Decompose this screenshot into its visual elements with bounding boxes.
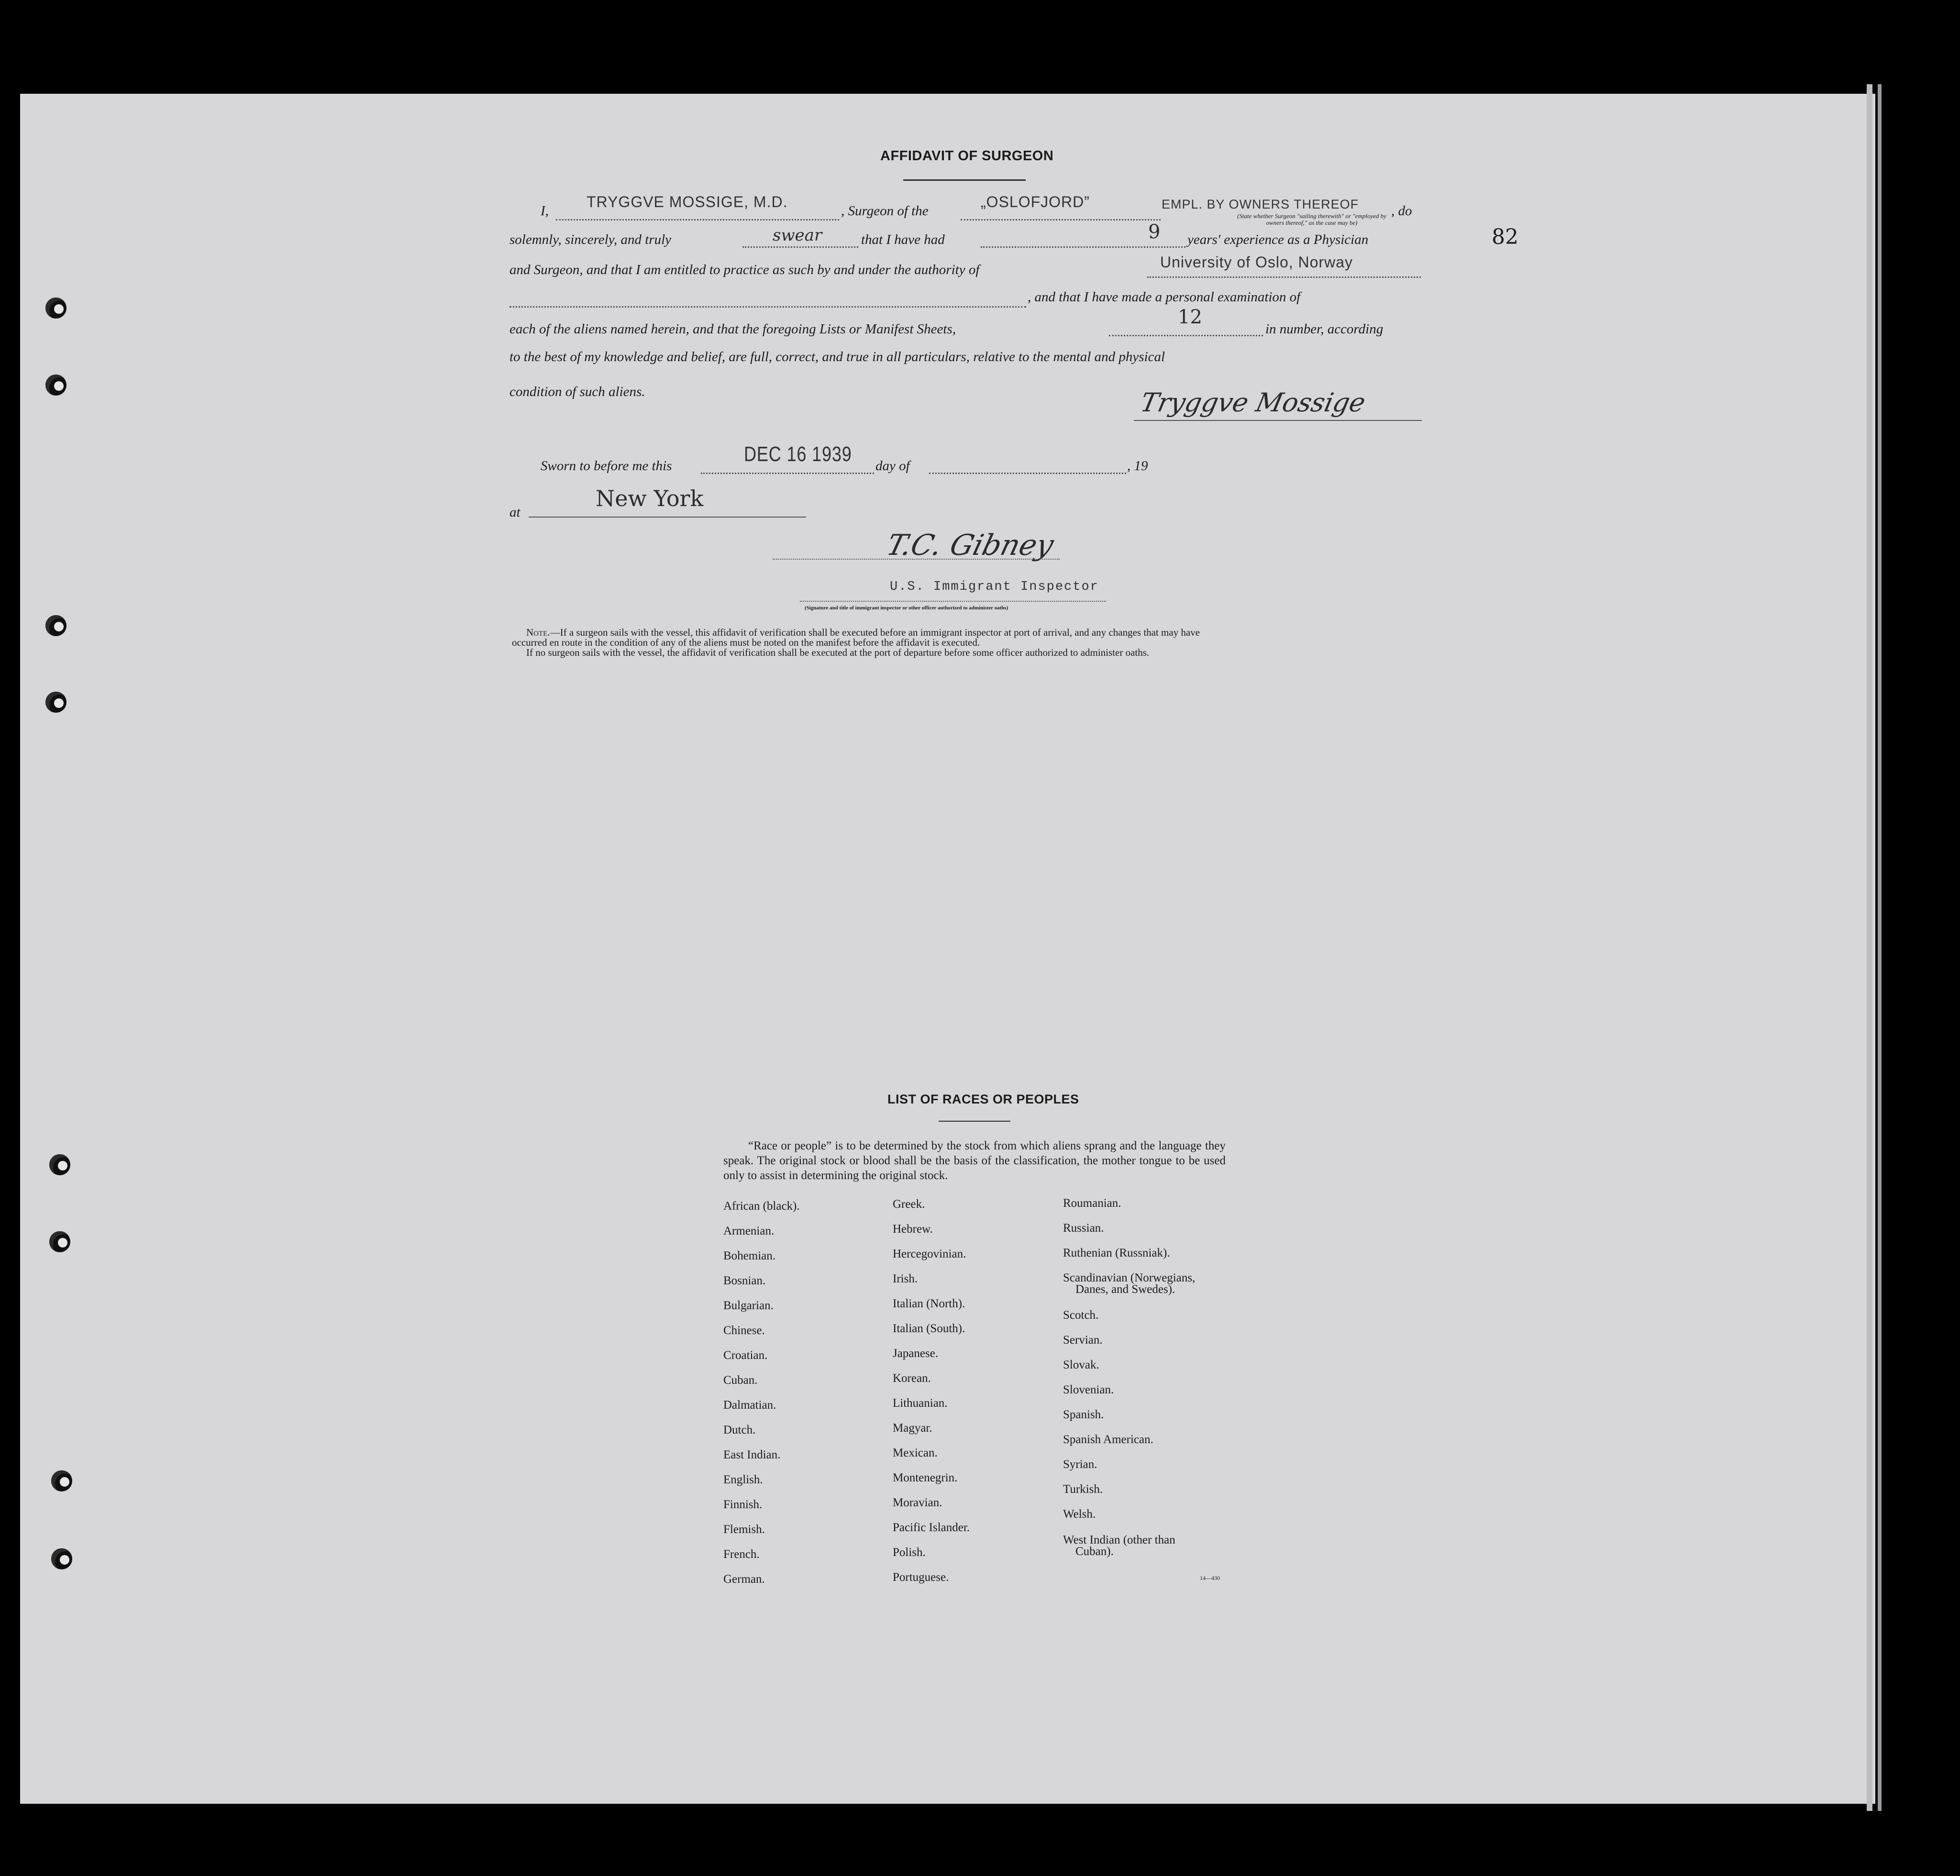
race-item: Welsh. [1063,1508,1096,1521]
race-item: Dalmatian. [723,1399,776,1412]
race-item: Cuban). [1075,1545,1114,1558]
race-item: Slovak. [1063,1358,1099,1371]
sworn-pre: Sworn to before me this [541,458,672,474]
race-item: Armenian. [723,1225,775,1237]
affidavit-line2-post: years' experience as a Physician [1187,232,1369,247]
race-item: English. [723,1473,763,1486]
place-field [529,517,806,518]
affidavit-line3-pre: and Surgeon, and that I am entitled to practice as such by and under the authority of [509,262,980,277]
race-item: Chinese. [723,1324,765,1337]
race-item: Greek. [893,1198,925,1211]
affidavit-line5-pre: each of the aliens named herein, and that the foregoing Lists or Manifest Sheets, [509,321,956,337]
race-item: Servian. [1063,1334,1103,1346]
race-item: Moravian. [893,1496,942,1509]
ship-name: „OSLOFJORD” [981,193,1090,210]
sheets-field [1109,335,1263,336]
race-item: Bohemian. [723,1249,776,1262]
binder-hole [45,375,66,396]
binder-hole [45,298,66,319]
employment-note: (State whether Surgeon "sailing therewith" or "employed by owners thereof," as the case may be) [1237,212,1386,226]
affidavit-line7: condition of such aliens. [509,384,645,399]
sworn-mid: day of [875,458,910,474]
employment-status: EMPL. BY OWNERS THEREOF [1162,197,1359,211]
title-rule [903,179,1026,181]
binder-hole [51,1548,72,1569]
race-item: Scotch. [1063,1309,1099,1322]
licensing-authority: University of Oslo, Norway [1160,254,1353,271]
race-item: Slovenian. [1063,1383,1114,1396]
race-item: Flemish. [723,1523,765,1536]
oath: swear [773,226,822,245]
years-field [981,246,1185,248]
race-item: Cuban. [723,1374,758,1387]
race-item: Danes, and Swedes). [1075,1283,1175,1296]
races-intro: “Race or people” is to be determined by the stock from which aliens sprang and the language they speak. The original stock or blood shall be the basis of the classification, the mother tongue to be used only to assist in determining the original stock. [723,1139,1226,1182]
page-number: 82 [1492,225,1518,249]
race-item: Mexican. [893,1446,938,1459]
inspector-signature-line [773,559,1060,560]
race-item: African (black). [723,1200,800,1213]
affidavit-line6: to the best of my knowledge and belief, are full, correct, and true in all particulars, relative to the mental and physical [509,349,1165,364]
note-line2: occurred en route in the condition of any of the aliens must be noted on the manifest before the affidavit is executed. [512,637,980,648]
page-edge [1878,84,1882,1811]
page-edge [1867,84,1872,1811]
race-item: Magyar. [893,1422,932,1435]
race-item: Lithuanian. [893,1397,948,1410]
affidavit-line5-post: in number, according [1265,321,1384,337]
race-item: Italian (North). [893,1297,965,1310]
race-item: Russian. [1063,1222,1104,1235]
inspector-signature: T.C. Gibney [883,529,1057,562]
race-item: Hebrew. [893,1223,933,1236]
ship-field [961,219,1161,221]
affidavit-line1-mid: , Surgeon of the [841,203,929,219]
surgeon-name: TRYGGVE MOSSIGE, M.D. [587,193,788,210]
race-item: Hercegovinian. [893,1247,966,1260]
signature-caption: (Signature and title of immigrant inspector or other officer authorized to administer oaths) [805,605,1008,611]
years-experience: 9 [1148,221,1161,243]
authority-field [1147,276,1421,278]
race-item: Bosnian. [723,1274,766,1287]
manifest-sheets: 12 [1178,306,1202,328]
sworn-month-field [929,473,1126,474]
inspector-title-line [800,601,1106,602]
surgeon-signature: Tryggve Mossige [1138,387,1368,418]
race-item: Ruthenian (Russniak). [1063,1247,1170,1259]
sworn-post: , 19 [1127,458,1148,474]
form-number: 14—430 [1200,1575,1220,1581]
race-item: Scandinavian (Norwegians, [1063,1271,1196,1284]
race-item: Bulgarian. [723,1299,774,1312]
races-title-rule [939,1121,1010,1122]
race-item: Montenegrin. [893,1471,958,1484]
race-item: Spanish. [1063,1408,1104,1421]
affidavit-line1-post: , do [1391,203,1412,219]
binder-hole [51,1470,72,1491]
race-item: Turkish. [1063,1483,1103,1496]
sworn-date-field [701,473,874,474]
authority-field-continued [509,306,1026,308]
races-title: LIST OF RACES OR PEOPLES [887,1092,1079,1106]
note-text-1: —If a surgeon sails with the vessel, this affidavit of verification shall be executed before an immigrant inspector at port of arrival, and any changes that may have [550,627,1200,638]
affidavit-line1-pre: I, [541,203,549,219]
binder-hole [45,615,66,636]
binder-hole [45,692,66,713]
race-item: Finnish. [723,1498,763,1511]
race-item: Polish. [893,1546,926,1559]
sworn-place: New York [596,486,704,511]
race-item: West Indian (other than [1063,1534,1175,1546]
affidavit-line2-mid: that I have had [861,232,945,247]
inspector-title: U.S. Immigrant Inspector [890,580,1099,594]
oath-field [742,246,858,248]
surgeon-name-field [556,219,839,221]
affidavit-title: AFFIDAVIT OF SURGEON [880,148,1054,164]
affidavit-line4: , and that I have made a personal examination of [1028,289,1301,305]
race-item: East Indian. [723,1448,781,1461]
note-line3: If no surgeon sails with the vessel, the affidavit of verification shall be executed at the port of departure before some officer authorized to administer oaths. [526,647,1150,658]
race-item: Japanese. [893,1347,939,1360]
at-label: at [509,505,520,520]
race-item: French. [723,1548,760,1561]
race-item: Korean. [893,1372,931,1385]
race-item: Dutch. [723,1424,756,1436]
race-item: Italian (South). [893,1322,965,1335]
note-lead: Note. [526,627,550,638]
affidavit-line2-pre: solemnly, sincerely, and truly [509,232,672,247]
race-item: Pacific Islander. [893,1521,970,1534]
race-item: Croatian. [723,1349,768,1362]
surgeon-signature-line [1134,420,1422,421]
race-item: Roumanian. [1063,1197,1121,1210]
sworn-date: DEC 16 1939 [744,442,852,466]
race-item: German. [723,1573,765,1586]
race-item: Portuguese. [893,1571,949,1584]
binder-hole [49,1231,70,1252]
binder-hole [49,1154,70,1175]
race-item: Irish. [893,1272,918,1285]
race-item: Spanish American. [1063,1433,1153,1446]
race-item: Syrian. [1063,1458,1097,1471]
